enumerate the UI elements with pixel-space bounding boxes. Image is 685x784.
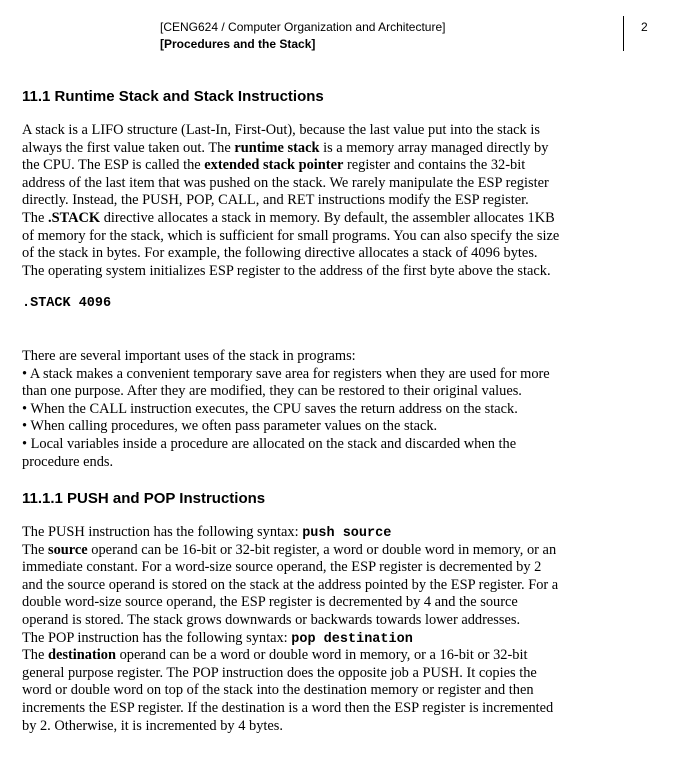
code-pop-syntax: pop destination [291, 631, 413, 647]
list-item: • When the CALL instruction executes, the CPU saves the return address on the stack. [22, 400, 518, 417]
code-push-syntax: push source [302, 526, 392, 541]
code-stack-directive: .STACK 4096 [22, 296, 112, 311]
text-line: The POP instruction has the following syntax: pop destination [22, 629, 413, 647]
text-line: double word-size source operand, the ESP register is decremented by 4 and the source [22, 594, 518, 611]
text-line: general purpose register. The POP instruction does the opposite job a PUSH. It copies the [22, 664, 537, 681]
text-line: directly. Instead, the PUSH, POP, CALL, and RET instructions modify the ESP register. [22, 192, 529, 209]
header-topic: [Procedures and the Stack] [160, 37, 316, 51]
paragraph-stack-intro [22, 122, 602, 280]
header-divider [623, 16, 624, 51]
text-line: The PUSH instruction has the following syntax: push source [22, 524, 392, 541]
text-line: of memory for the stack, which is sufficient for small programs. You can also specify the size [22, 227, 560, 244]
list-item: • A stack makes a convenient temporary save area for registers when they are used for more [22, 365, 550, 382]
text-line: of the stack in bytes. For example, the following directive allocates a stack of 4096 bytes. [22, 245, 538, 262]
text-line: The .STACK directive allocates a stack in memory. By default, the assembler allocates 1KB [22, 209, 555, 226]
text-line: The destination operand can be a word or double word in memory, or a 16-bit or 32-bit [22, 647, 528, 664]
page-number: 2 [641, 20, 648, 34]
text-line: The source operand can be 16-bit or 32-bit register, a word or double word in memory, or an [22, 541, 557, 558]
text-line: by 2. Otherwise, it is incremented by 4 bytes. [22, 717, 283, 734]
text-line: There are several important uses of the stack in programs: [22, 348, 356, 364]
header-course: [CENG624 / Computer Organization and Architecture] [160, 20, 446, 34]
paragraph-push-pop [22, 524, 602, 735]
text-line: operand is stored. The stack grows downwards or backwards towards lower addresses. [22, 611, 521, 628]
text-line: word or double word on top of the stack into the destination memory or register and then [22, 682, 534, 699]
section-heading-push-pop: 11.1.1 PUSH and POP Instructions [22, 490, 266, 507]
text-line: A stack is a LIFO structure (Last-In, First-Out), because the last value put into the stack is [22, 122, 540, 138]
list-item: • Local variables inside a procedure are allocated on the stack and discarded when the [22, 435, 517, 452]
text-line: always the first value taken out. The runtime stack is a memory array managed directly by [22, 139, 549, 156]
section-heading-runtime-stack: 11.1 Runtime Stack and Stack Instructions [22, 88, 324, 105]
text-line: increments the ESP register. If the destination is a word then the ESP register is incremented [22, 699, 554, 716]
paragraph-stack-uses [22, 348, 602, 471]
text-line: immediate constant. For a word-size source operand, the ESP register is decremented by 2 [22, 559, 542, 576]
text-line: The operating system initializes ESP register to the address of the first byte above the stack. [22, 262, 551, 279]
text-line: address of the last item that was pushed on the stack. We rarely manipulate the ESP register [22, 174, 549, 191]
text-line: and the source operand is stored on the stack at the address pointed by the ESP register. For a [22, 576, 559, 593]
text-line: procedure ends. [22, 453, 114, 470]
text-line: the CPU. The ESP is called the extended stack pointer register and contains the 32-bit [22, 157, 526, 174]
list-item: • When calling procedures, we often pass parameter values on the stack. [22, 418, 438, 435]
text-line: than one purpose. After they are modified, they can be restored to their original values. [22, 383, 522, 400]
page-header [160, 19, 445, 53]
